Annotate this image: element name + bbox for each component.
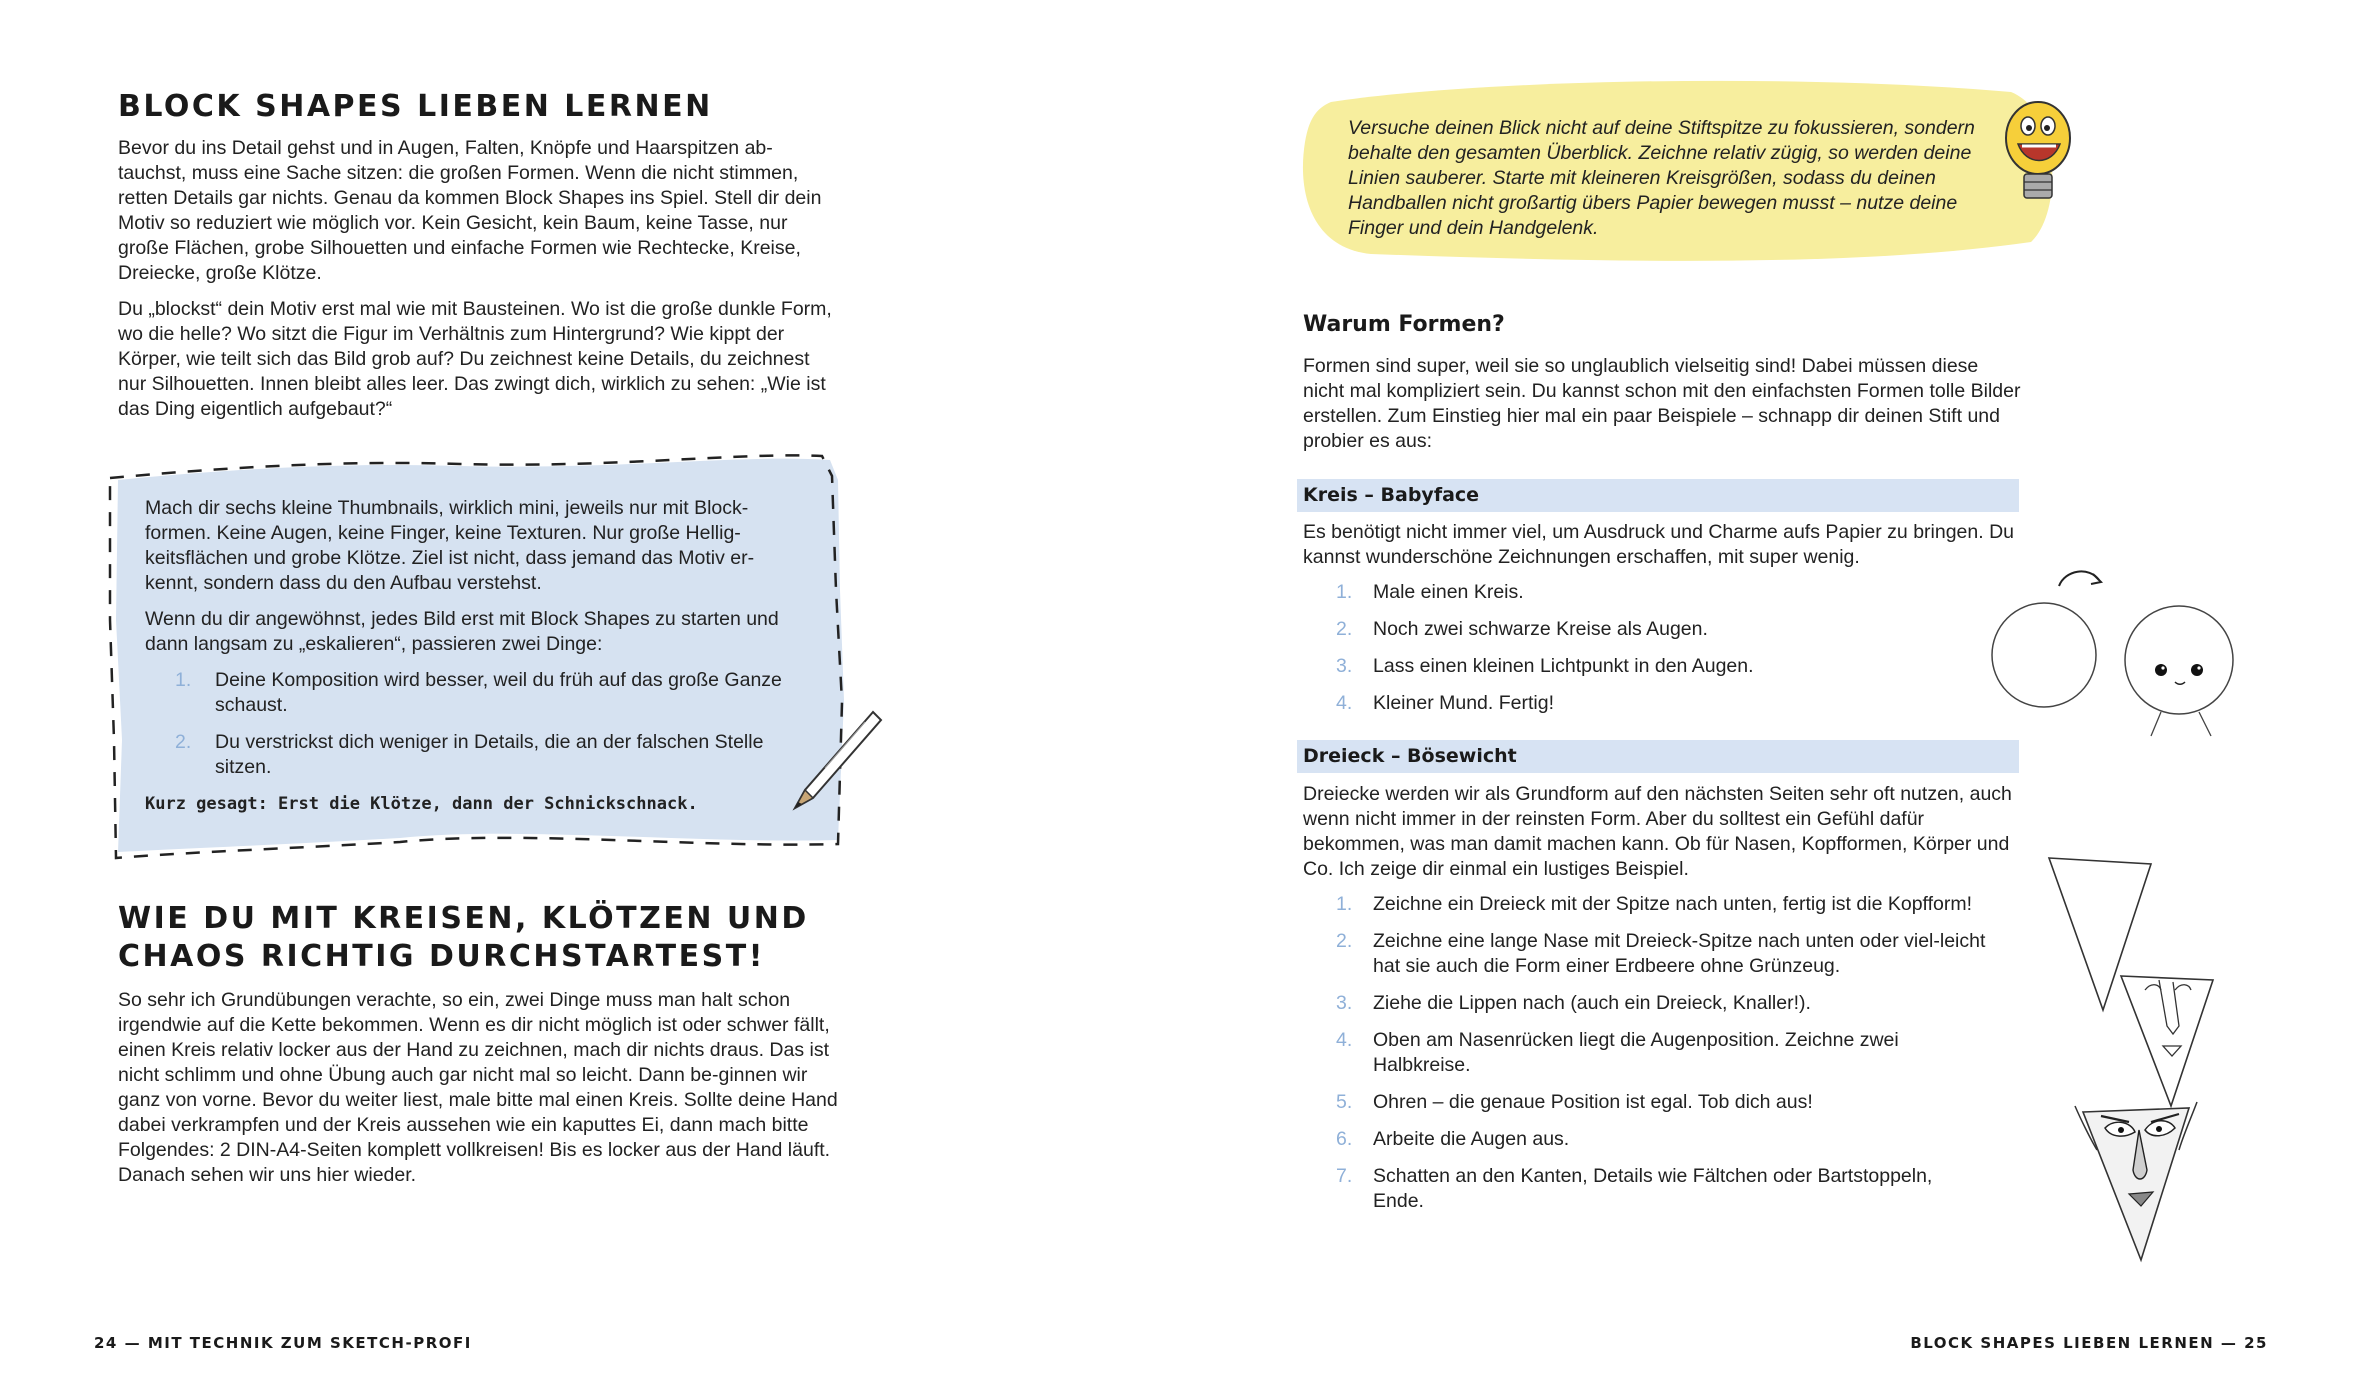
list-text: Du verstrickst dich weniger in Details, die an der falschen Stelle sitzen. — [215, 731, 764, 778]
heading-block-shapes: BLOCK SHAPES LIEBEN LERNEN — [118, 89, 713, 124]
intro-text — [118, 136, 836, 433]
heading-line-1: WIE DU MIT KREISEN, KLÖTZEN UND — [118, 901, 809, 936]
list-number: 2. — [1336, 618, 1353, 640]
list-item — [1336, 892, 1986, 917]
plain-triangle — [2049, 858, 2151, 1010]
page-footer-left: 24 — MIT TECHNIK ZUM SKETCH-PROFI — [94, 1334, 472, 1352]
heading-line-2: CHAOS RICHTIG DURCHSTARTEST! — [118, 939, 765, 974]
box-handwritten-note: Kurz gesagt: Erst die Klötze, dann der Schnickschnack. — [145, 794, 698, 814]
kreis-intro: Es benötigt nicht immer viel, um Ausdruck und Charme aufs Papier zu bringen. Du kannst wunderschöne Zeichnungen erschaffen, mit super wenig. — [1303, 521, 2015, 568]
list-item — [1336, 654, 1996, 679]
dreieck-steps — [1336, 892, 1986, 1226]
list-text: Arbeite die Augen aus. — [1373, 1128, 1570, 1150]
list-item — [1336, 991, 1986, 1016]
list-text: Ohren – die genaue Position ist egal. Tob dich aus! — [1373, 1091, 1813, 1113]
section-title: Warum Formen? — [1303, 312, 1505, 337]
list-item — [1336, 691, 1996, 716]
list-item — [1336, 1028, 1986, 1078]
list-item — [175, 730, 795, 780]
page-footer-right: BLOCK SHAPES LIEBEN LERNEN — 25 — [1910, 1334, 2268, 1352]
heading-kreise — [118, 900, 809, 976]
intro-paragraph-1: Bevor du ins Detail gehst und in Augen, Falten, Knöpfe und Haarspitzen ab-tauchst, muss eine Sache sitzen: die großen Formen. Wenn die nicht stimmen, retten Details gar nichts. Genau da kommen Block Shapes ins Spiel. Stell dir dein Motiv so reduziert wie möglich vor. Kein Gesicht, kein Baum, keine Tasse, nur große Flächen, grobe Silhouetten und einfache Formen wie Rechtecke, Kreise, Dreiecke, große Klötze. — [118, 137, 822, 284]
list-number: 6. — [1336, 1128, 1353, 1150]
list-item — [1336, 929, 1986, 979]
list-number: 1. — [1336, 893, 1353, 915]
face-circle — [2125, 606, 2233, 714]
lightbulb-mascot-icon — [1996, 96, 2076, 216]
list-text: Noch zwei schwarze Kreise als Augen. — [1373, 618, 1708, 640]
triangle-villain-illustration — [2041, 850, 2241, 1270]
section-intro: Formen sind super, weil sie so unglaublich vielseitig sind! Dabei müssen diese nicht mal kompliziert sein. Du kannst schon mit den einfachsten Formen tolle Bilder erstellen. Zum Einstieg hier mal ein paar Beispiele – schnapp dir deinen Stift und probier es aus: — [1303, 355, 2021, 452]
circle-face-illustration — [1989, 560, 2249, 750]
list-number: 4. — [1336, 692, 1353, 714]
tip-text: Versuche deinen Blick nicht auf deine Stiftspitze zu fokussieren, sondern behalte den gesamten Überblick. Zeichne relativ zügig, so werden deine Linien sauberer. Starte mit kleineren Kreisgrößen, sodass du deinen Handballen nicht großartig übers Papier bewegen musst – nutze deine Finger und dein Handgelenk. — [1348, 117, 1975, 239]
list-number: 5. — [1336, 1091, 1353, 1113]
nose-triangle — [2121, 976, 2213, 1106]
box-list — [145, 668, 795, 780]
list-text: Lass einen kleinen Lichtpunkt in den Augen. — [1373, 655, 1754, 677]
list-item — [1336, 580, 1996, 605]
villain-face — [2075, 1102, 2197, 1260]
exercise-box-content — [145, 496, 795, 817]
band-kreis: Kreis – Babyface — [1297, 479, 2019, 512]
list-text: Male einen Kreis. — [1373, 581, 1524, 603]
list-item — [1336, 1127, 1986, 1152]
kreise-paragraph: So sehr ich Grundübungen verachte, so ein, zwei Dinge muss man halt schon irgendwie auf die Kette bekommen. Wenn es dir nicht möglich ist oder schwer fällt, einen Kreis relativ locker aus der Hand zu zeichnen, mach dir nichts draus. Das ist nicht schlimm und ohne Übung auch gar nicht mal so leicht. Dann be-ginnen wir ganz von vorne. Bevor du weiter liest, male bitte mal einen Kreis. Sollte deine Hand dabei verkrampfen und der Kreis aussehen wie ein kaputtes Ei, dann mach bitte Folgendes: 2 DIN-A4-Seiten komplett vollkreisen! Bis es locker aus der Hand läuft. Danach sehen wir uns hier wieder. — [118, 989, 838, 1186]
list-item — [175, 668, 795, 718]
box-paragraph-1: Mach dir sechs kleine Thumbnails, wirklich mini, jeweils nur mit Block-formen. Keine Augen, keine Finger, keine Texturen. Nur große Hellig-keitsflächen und grobe Klötze. Ziel ist nicht, dass jemand das Motiv er-kennt, sondern dass du den Aufbau verstehst. — [145, 497, 755, 594]
dreieck-intro: Dreiecke werden wir als Grundform auf den nächsten Seiten sehr oft nutzen, auch wenn nicht immer in der reinsten Form. Aber du solltest ein Gefühl dafür bekommen, was man damit machen kann. Ob für Nasen, Kopfformen, Körper und Co. Ich zeige dir einmal ein lustiges Beispiel. — [1303, 783, 2012, 880]
list-item — [1336, 617, 1996, 642]
list-number: 4. — [1336, 1029, 1353, 1051]
list-number: 1. — [175, 669, 192, 691]
list-number: 1. — [1336, 581, 1353, 603]
plain-circle — [1992, 603, 2096, 707]
list-number: 3. — [1336, 992, 1353, 1014]
list-text: Deine Komposition wird besser, weil du früh auf das große Ganze schaust. — [215, 669, 782, 716]
box-paragraph-2: Wenn du dir angewöhnst, jedes Bild erst mit Block Shapes zu starten und dann langsam zu „eskalieren“, passieren zwei Dinge: — [145, 608, 779, 655]
list-item — [1336, 1090, 1986, 1115]
list-text: Oben am Nasenrücken liegt die Augenposition. Zeichne zwei Halbkreise. — [1373, 1029, 1899, 1076]
list-number: 7. — [1336, 1165, 1353, 1187]
band-dreieck: Dreieck – Bösewicht — [1297, 740, 2019, 773]
list-number: 3. — [1336, 655, 1353, 677]
list-number: 2. — [1336, 930, 1353, 952]
list-text: Zeichne ein Dreieck mit der Spitze nach unten, fertig ist die Kopfform! — [1373, 893, 1973, 915]
list-number: 2. — [175, 731, 192, 753]
intro-paragraph-2: Du „blockst“ dein Motiv erst mal wie mit Bausteinen. Wo ist die große dunkle Form, wo die helle? Wo sitzt die Figur im Verhältnis zum Hintergrund? Wie kippt der Körper, wie teilt sich das Bild grob auf? Du zeichnest keine Details, du zeichnest nur Silhouetten. Innen bleibt alles leer. Das zwingt dich, wirklich zu sehen: „Wie ist das Ding eigentlich aufgebaut?“ — [118, 298, 832, 420]
list-text: Ziehe die Lippen nach (auch ein Dreieck, Knaller!). — [1373, 992, 1811, 1014]
list-text: Zeichne eine lange Nase mit Dreieck-Spitze nach unten oder viel-leicht hat sie auch die Form einer Erdbeere ohne Grünzeug. — [1373, 930, 1986, 977]
right-page — [1181, 0, 2362, 1388]
kreis-steps — [1336, 580, 1996, 728]
list-item — [1336, 1164, 1986, 1214]
list-text: Schatten an den Kanten, Details wie Fältchen oder Bartstoppeln, Ende. — [1373, 1165, 1933, 1212]
list-text: Kleiner Mund. Fertig! — [1373, 692, 1554, 714]
